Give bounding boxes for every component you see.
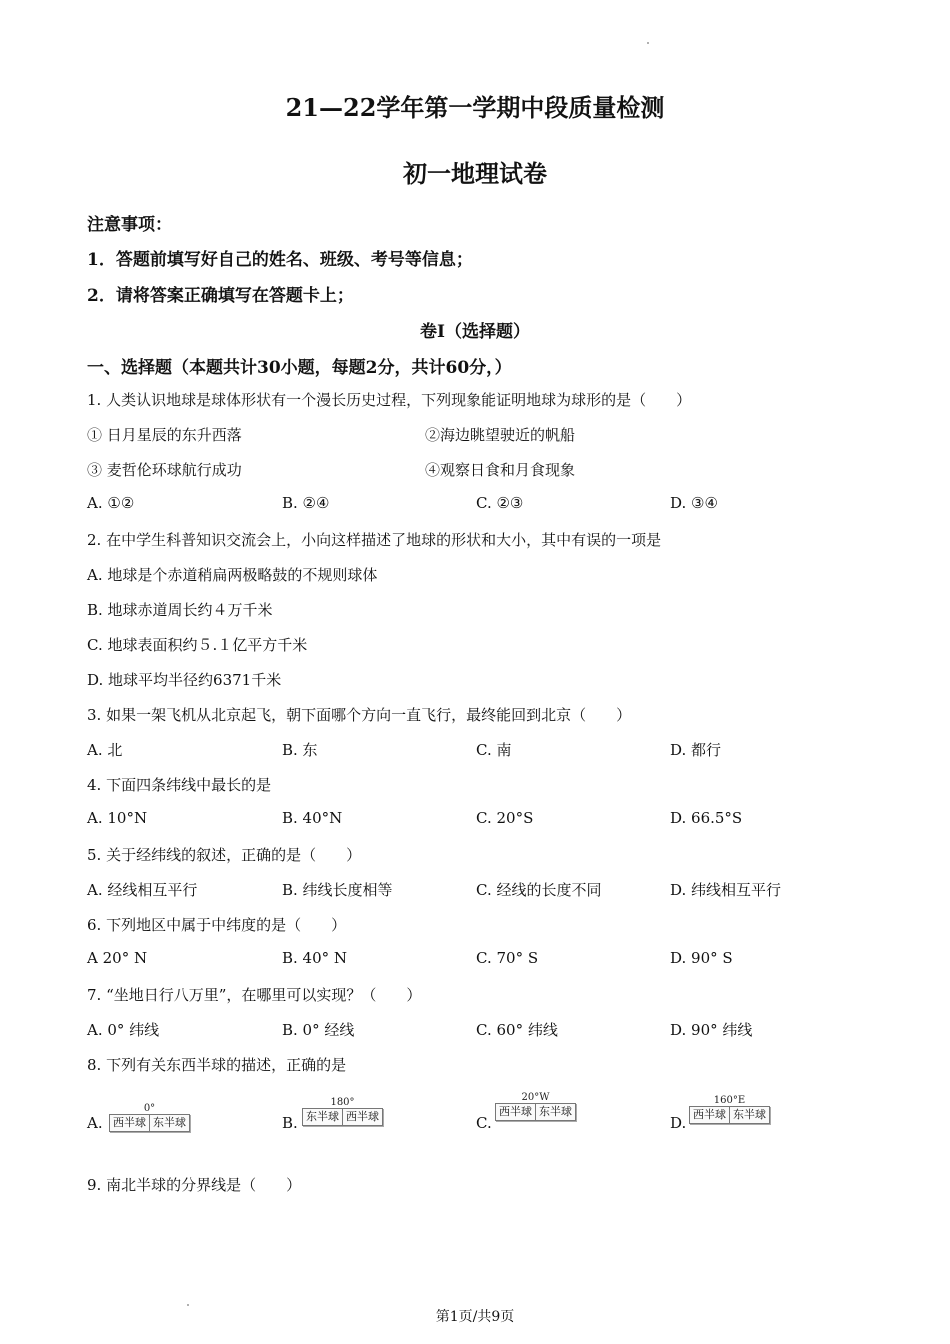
q1-option-d: D. ③④ <box>670 494 718 512</box>
question-8-stem: 8. 下列有关东西半球的描述，正确的是 <box>87 1056 347 1074</box>
q1-option-c: C. ②③ <box>476 494 524 512</box>
q3-option-b: B. 东 <box>282 741 318 759</box>
q3-option-d: D. 都行 <box>670 741 722 759</box>
exam-subtitle: 初一地理试卷 <box>403 159 547 188</box>
notice-item-1: 1．答题前填写好自己的姓名、班级、考号等信息； <box>87 250 473 270</box>
q7-option-b: B. 0° 经线 <box>282 1021 355 1039</box>
q8-option-b-diagram <box>302 1097 383 1126</box>
q8-option-b-label: B. <box>282 1114 298 1132</box>
q6-option-d: D. 90° S <box>670 949 733 967</box>
volume-title: 卷I（选择题） <box>420 322 530 342</box>
meridian-label: 160°E <box>713 1095 746 1106</box>
q5-option-b: B. 纬线长度相等 <box>282 881 393 899</box>
q8-option-d-diagram <box>689 1095 770 1124</box>
question-2-stem: 2. 在中学生科普知识交流会上，小向这样描述了地球的形状和大小，其中有误的一项是 <box>87 531 662 549</box>
q1-option-b: B. ②④ <box>282 494 330 512</box>
right-hemisphere-label: 东半球 <box>149 1115 189 1131</box>
right-hemisphere-label: 西半球 <box>342 1109 382 1125</box>
q7-option-c: C. 60° 纬线 <box>476 1021 558 1039</box>
page-number: 第1页/共9页 <box>435 1309 515 1325</box>
q2-option-b: B. 地球赤道周长约４万千米 <box>87 601 273 619</box>
notice-heading: 注意事项： <box>87 215 172 235</box>
right-hemisphere-label: 东半球 <box>729 1107 769 1123</box>
q2-option-d: D. 地球平均半径约6371千米 <box>87 671 282 689</box>
section-title: 一、选择题（本题共计30小题，每题2分，共计60分，） <box>87 358 512 378</box>
right-hemisphere-label: 东半球 <box>535 1104 575 1120</box>
q8-option-d-label: D. <box>670 1114 687 1132</box>
q6-option-c: C. 70° S <box>476 949 539 967</box>
meridian-label: 0° <box>143 1103 156 1114</box>
q7-option-d: D. 90° 纬线 <box>670 1021 753 1039</box>
q8-option-a-diagram <box>109 1103 190 1132</box>
left-hemisphere-label: 东半球 <box>306 1110 339 1123</box>
meridian-label: 180° <box>330 1097 355 1108</box>
left-hemisphere-label: 西半球 <box>113 1116 146 1129</box>
q1-statement-4: ④观察日食和月食现象 <box>425 461 576 479</box>
q8-option-a-label: A. <box>87 1114 103 1132</box>
q7-option-a: A. 0° 纬线 <box>87 1021 160 1039</box>
question-9-stem: 9. 南北半球的分界线是（ ） <box>87 1176 302 1194</box>
question-4-stem: 4. 下面四条纬线中最长的是 <box>87 776 272 794</box>
question-5-stem: 5. 关于经纬线的叙述，正确的是（ ） <box>87 846 362 864</box>
q3-option-a: A. 北 <box>87 741 123 759</box>
q8-option-c-label: C. <box>476 1114 492 1132</box>
left-hemisphere-label: 西半球 <box>693 1108 726 1121</box>
q2-option-c: C. 地球表面积约５.１亿平方千米 <box>87 636 308 654</box>
meridian-label: 20°W <box>521 1092 550 1103</box>
q5-option-c: C. 经线的长度不同 <box>476 881 602 899</box>
q6-option-b: B. 40° N <box>282 949 348 967</box>
q3-option-c: C. 南 <box>476 741 512 759</box>
q4-option-b: B. 40°N <box>282 809 343 827</box>
question-7-stem: 7. “坐地日行八万里”，在哪里可以实现？（ ） <box>87 986 422 1004</box>
q1-option-a: A. ①② <box>87 494 135 512</box>
q5-option-a: A. 经线相互平行 <box>87 881 198 899</box>
q4-option-a: A. 10°N <box>87 809 148 827</box>
q4-option-c: C. 20°S <box>476 809 534 827</box>
left-hemisphere-label: 西半球 <box>499 1105 532 1118</box>
q1-statement-3: ③ 麦哲伦环球航行成功 <box>87 461 242 479</box>
decorative-dot <box>647 42 649 44</box>
question-3-stem: 3. 如果一架飞机从北京起飞，朝下面哪个方向一直飞行，最终能回到北京（ ） <box>87 706 632 724</box>
q2-option-a: A. 地球是个赤道稍扁两极略鼓的不规则球体 <box>87 566 378 584</box>
q1-statement-1: ① 日月星辰的东升西落 <box>87 426 242 444</box>
question-6-stem: 6. 下列地区中属于中纬度的是（ ） <box>87 916 347 934</box>
notice-item-2: 2．请将答案正确填写在答题卡上； <box>87 286 354 306</box>
question-1-stem: 1. 人类认识地球是球体形状有一个漫长历史过程，下列现象能证明地球为球形的是（ ） <box>87 391 692 409</box>
q6-option-a: A 20° N <box>87 949 148 967</box>
q1-statement-2: ②海边眺望驶近的帆船 <box>425 426 576 444</box>
q8-option-c-diagram <box>495 1092 576 1121</box>
exam-title: 21—22学年第一学期中段质量检测 <box>285 93 665 122</box>
q5-option-d: D. 纬线相互平行 <box>670 881 782 899</box>
q4-option-d: D. 66.5°S <box>670 809 743 827</box>
